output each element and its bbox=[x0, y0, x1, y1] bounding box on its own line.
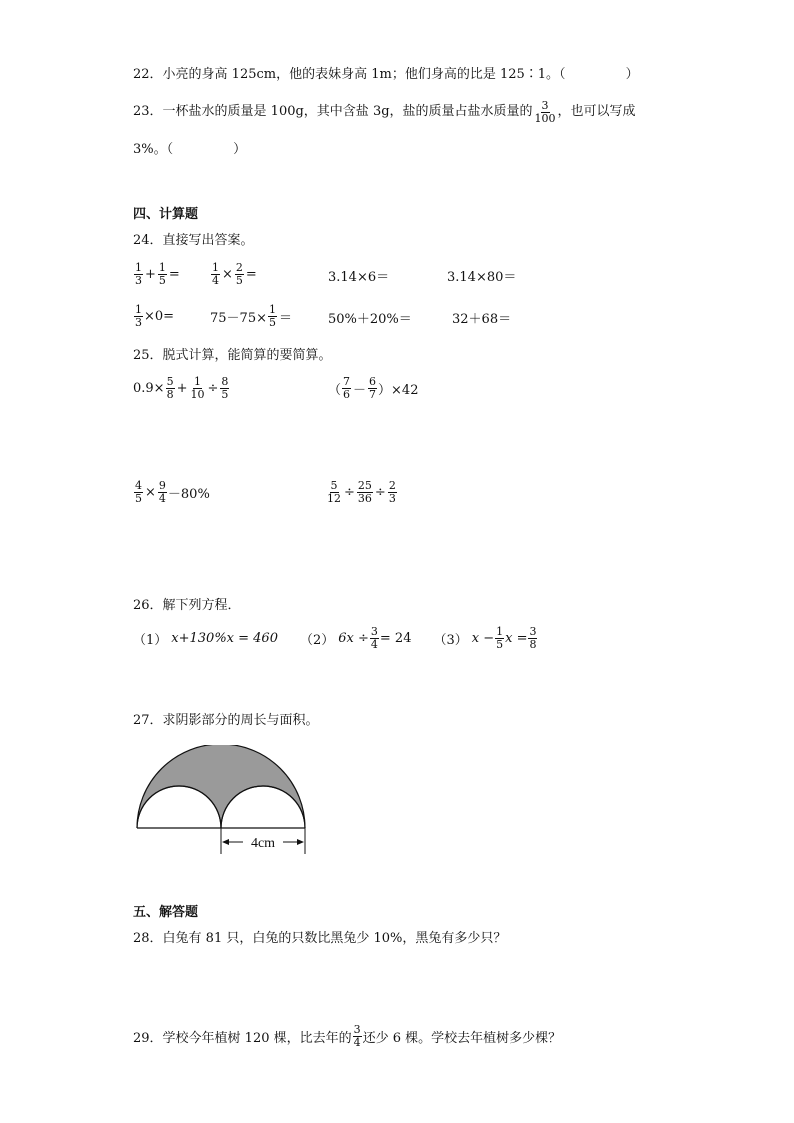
question-29 bbox=[133, 1024, 561, 1049]
question-22-text: 22．小亮的身高 125cm，他的表妹身高 1m；他们身高的比是 125∶1。 bbox=[133, 67, 560, 82]
question-23-text-a: 23．一杯盐水的质量是 100g，其中含盐 3g，盐的质量占盐水质量的 bbox=[133, 104, 533, 119]
answer-paren-open: （ bbox=[166, 142, 174, 157]
q26-p3-mid: x = bbox=[505, 631, 528, 646]
question-27-title: 27．求阴影部分的周长与面积。 bbox=[133, 713, 319, 728]
q24-expr-8: 32＋68＝ bbox=[452, 312, 512, 327]
section-5-title: 五、解答题 bbox=[133, 905, 199, 920]
question-22 bbox=[133, 66, 639, 84]
q24-expr-7: 50%＋20%＝ bbox=[328, 312, 412, 327]
q24-expr-2: $\frac{1}{4}$ × $\frac{2}{5}$ = bbox=[212, 261, 257, 287]
q25-expr-4: $\frac{5}{12}$ ÷ $\frac{25}{36}$ ÷ $\frac{2}{3}$ bbox=[327, 479, 396, 505]
q26-p2-label: （2） bbox=[299, 633, 335, 648]
section-4-title: 四、计算题 bbox=[133, 207, 199, 222]
answer-paren-close: ） bbox=[233, 142, 247, 157]
dimension-label: 4cm bbox=[250, 836, 276, 851]
q25-expr-1: 0.9× $\frac{5}{8}$ + $\frac{1}{10}$ ÷ $\frac{8}{5}$ bbox=[133, 375, 229, 401]
q25-expr-3: $\frac{4}{5}$ × $\frac{9}{4}$ －80% bbox=[135, 479, 210, 505]
q24-expr-1: $\frac{1}{3}$ + $\frac{1}{5}$ = bbox=[135, 261, 180, 287]
shaded-region bbox=[137, 745, 305, 828]
question-23 bbox=[133, 98, 636, 126]
question-24-title: 24．直接写出答案。 bbox=[133, 233, 254, 248]
q24-expr-3: 3.14×6＝ bbox=[328, 270, 390, 285]
question-29-text-a: 29．学校今年植树 120 棵，比去年的 bbox=[133, 1031, 352, 1046]
q26-equations: （1） x+130%x = 460 （2） 6x ÷ $\frac{3}{4}$ = 24 （3） x − $\frac{1}{5}$ x = $\frac{3}{8}$ bbox=[133, 625, 537, 651]
arrow-right-icon bbox=[297, 839, 304, 845]
fraction: $\frac{3}{4}$ bbox=[353, 1023, 361, 1049]
question-23-text-c: 3%。 bbox=[133, 142, 167, 157]
question-26-title: 26．解下列方程． bbox=[133, 598, 241, 613]
q26-p2-post: = 24 bbox=[379, 631, 412, 646]
q26-p2-pre: 6x ÷ bbox=[338, 631, 369, 646]
answer-paren-open: （ bbox=[559, 67, 566, 82]
q26-p1: x+130%x = 460 bbox=[171, 631, 278, 646]
question-28: 28．白兔有 81 只，白兔的只数比黑兔少 10%，黑兔有多少只？ bbox=[133, 931, 507, 946]
q24-expr-5: $\frac{1}{3}$ ×0= bbox=[135, 303, 175, 329]
q25-expr-2: （ $\frac{7}{6}$ － $\frac{6}{7}$ ）×42 bbox=[328, 375, 419, 401]
q24-expr-4: 3.14×80＝ bbox=[447, 270, 517, 285]
q26-p3-pre: x − bbox=[471, 631, 495, 646]
q26-p1-label: （1） bbox=[133, 633, 168, 648]
shaded-semicircle-figure bbox=[128, 745, 318, 860]
question-29-text-b: 还少 6 棵。学校去年植树多少棵？ bbox=[362, 1031, 562, 1046]
q26-p3-label: （3） bbox=[433, 633, 468, 648]
fraction: $\frac{3}{100}$ bbox=[534, 98, 556, 125]
question-25-title: 25．脱式计算，能简算的要简算。 bbox=[133, 348, 332, 363]
answer-paren-close: ） bbox=[625, 67, 639, 82]
question-23-cont bbox=[133, 141, 246, 159]
q24-expr-6: 75－75× $\frac{1}{5}$ ＝ bbox=[210, 303, 292, 329]
arrow-left-icon bbox=[222, 839, 229, 845]
question-23-text-b: ，也可以写成 bbox=[557, 104, 636, 119]
